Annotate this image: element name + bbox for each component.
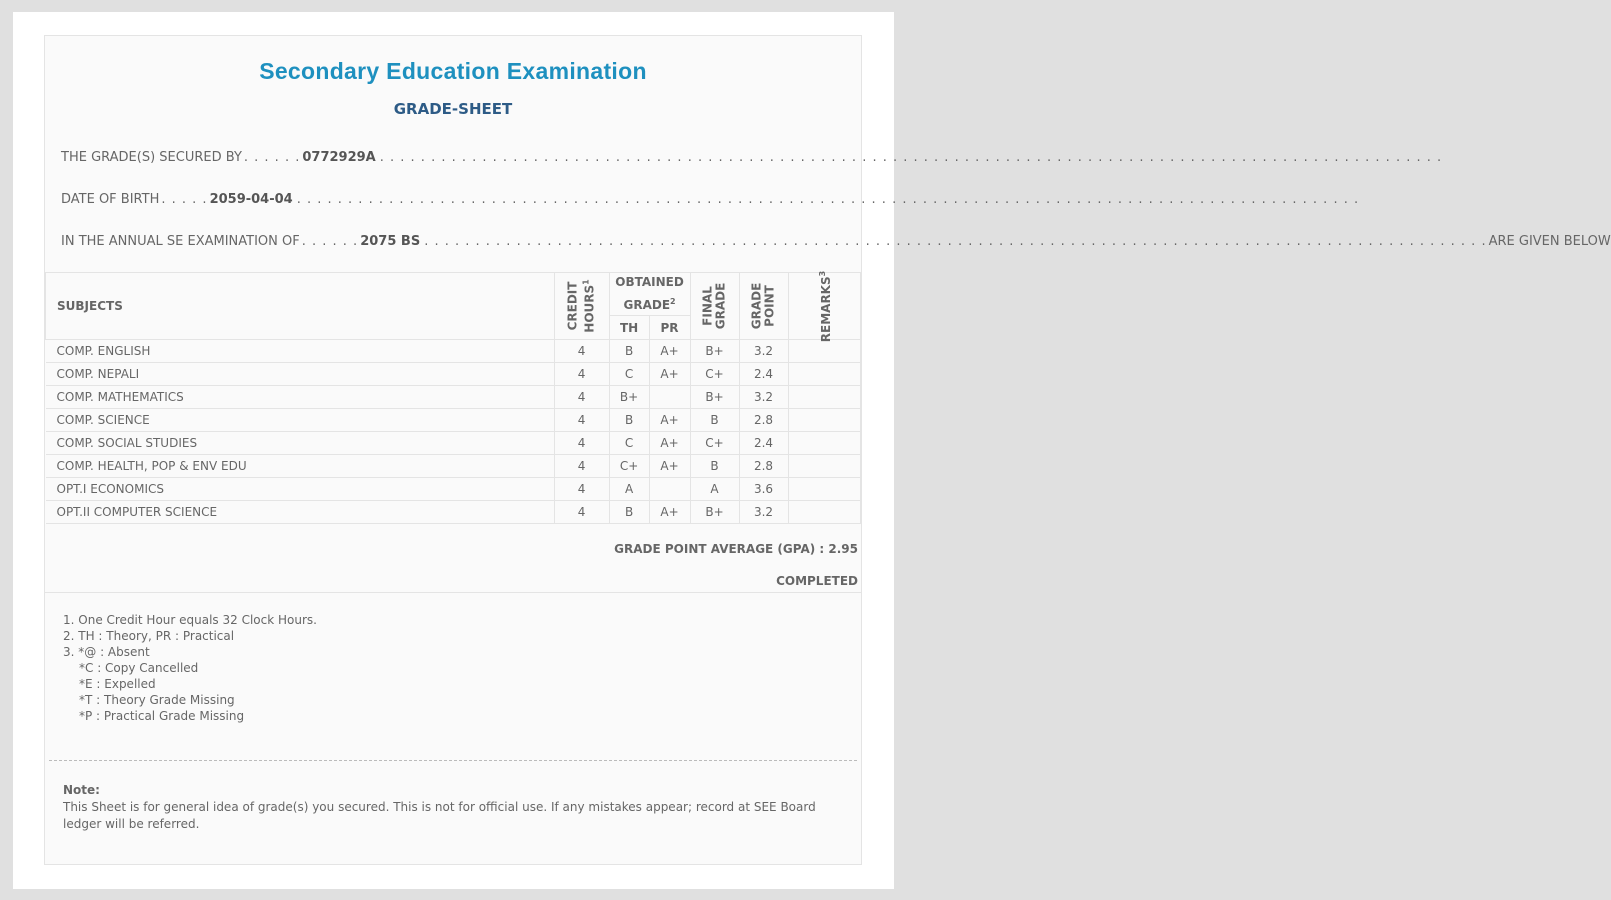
table-row bbox=[46, 478, 861, 501]
credit-hours-header-line2: HOURS bbox=[582, 284, 597, 333]
table-row bbox=[46, 409, 861, 432]
subject-cell: COMP. ENGLISH bbox=[46, 340, 555, 363]
remarks-cell bbox=[788, 478, 861, 501]
grade-point-cell: 3.2 bbox=[739, 340, 788, 363]
table-row bbox=[46, 432, 861, 455]
info-exam bbox=[61, 234, 1611, 254]
footnote-item: 3. *@ : Absent bbox=[63, 645, 150, 659]
credit-cell: 4 bbox=[554, 432, 609, 455]
remarks-sup: 3 bbox=[817, 270, 827, 276]
table-row bbox=[46, 386, 861, 409]
grade-sheet bbox=[44, 35, 1611, 865]
subject-cell: COMP. HEALTH, POP & ENV EDU bbox=[46, 455, 555, 478]
dots: . . . . . . bbox=[301, 234, 359, 249]
remarks-cell bbox=[788, 340, 861, 363]
subject-cell: OPT.II COMPUTER SCIENCE bbox=[46, 501, 555, 524]
credit-cell: 4 bbox=[554, 363, 609, 386]
footnote-item: *E : Expelled bbox=[79, 677, 156, 691]
remarks-cell bbox=[788, 409, 861, 432]
info-dob bbox=[61, 192, 1360, 212]
final-grade-header bbox=[690, 273, 739, 340]
th-cell: B bbox=[609, 501, 649, 524]
dashed-divider bbox=[49, 760, 857, 761]
grade-point-cell: 3.2 bbox=[739, 501, 788, 524]
final-grade-cell: C+ bbox=[690, 432, 739, 455]
final-grade-cell: C+ bbox=[690, 363, 739, 386]
th-cell: C bbox=[609, 432, 649, 455]
pr-cell: A+ bbox=[649, 340, 690, 363]
remarks-header-label: REMARKS bbox=[818, 275, 833, 342]
credit-hours-header-line1: CREDIT bbox=[565, 281, 580, 331]
final-grade-cell: B+ bbox=[690, 386, 739, 409]
exam-year: 2075 BS bbox=[360, 234, 421, 249]
th-cell: B bbox=[609, 409, 649, 432]
subject-cell: OPT.I ECONOMICS bbox=[46, 478, 555, 501]
credit-cell: 4 bbox=[554, 386, 609, 409]
subjects-header: SUBJECTS bbox=[46, 273, 555, 340]
th-cell: B+ bbox=[609, 386, 649, 409]
credit-cell: 4 bbox=[554, 501, 609, 524]
footnote-item: 2. TH : Theory, PR : Practical bbox=[63, 629, 235, 643]
grade-point-header bbox=[739, 273, 788, 340]
footnote-item: *C : Copy Cancelled bbox=[79, 661, 199, 675]
credit-hours-sup: 1 bbox=[581, 279, 591, 285]
divider bbox=[45, 592, 861, 593]
final-grade-cell: A bbox=[690, 478, 739, 501]
grade-point-cell: 3.6 bbox=[739, 478, 788, 501]
grade-point-header-line1: GRADE bbox=[749, 282, 764, 330]
exam-tail: ARE GIVEN BELOW bbox=[1488, 234, 1611, 249]
page-frame bbox=[13, 12, 1611, 889]
final-grade-cell: B bbox=[690, 455, 739, 478]
credit-cell: 4 bbox=[554, 409, 609, 432]
grade-point-cell: 2.4 bbox=[739, 363, 788, 386]
result-status: COMPLETED bbox=[776, 574, 858, 588]
grade-point-header-line2: POINT bbox=[762, 285, 777, 327]
dots: . . . . . . . . . . . . . . . . . . . . . . . . . . . . . . . . . . . . . . . . . . . . . . . . . . . . . . . . . . . . . . . . . . . . . . . . . . . . . . . . . . . . . . . . . . . . . . . . . . . . . . . . bbox=[424, 234, 1487, 249]
final-grade-header-line1: FINAL bbox=[700, 286, 715, 326]
pr-cell: A+ bbox=[649, 432, 690, 455]
dots: . . . . . . bbox=[243, 150, 301, 165]
footnote-item: *T : Theory Grade Missing bbox=[79, 693, 235, 707]
obtained-grade-sup: 2 bbox=[670, 297, 676, 306]
subject-cell: COMP. MATHEMATICS bbox=[46, 386, 555, 409]
final-grade-cell: B bbox=[690, 409, 739, 432]
footnote-item: *P : Practical Grade Missing bbox=[79, 709, 245, 723]
th-cell: C bbox=[609, 363, 649, 386]
pr-header: PR bbox=[649, 316, 690, 340]
credit-cell: 4 bbox=[554, 478, 609, 501]
final-grade-cell: B+ bbox=[690, 501, 739, 524]
exam-label: IN THE ANNUAL SE EXAMINATION OF bbox=[61, 234, 300, 249]
subject-cell: COMP. SOCIAL STUDIES bbox=[46, 432, 555, 455]
info-secured-by bbox=[61, 150, 1443, 170]
grade-point-cell: 3.2 bbox=[739, 386, 788, 409]
pr-cell: A+ bbox=[649, 501, 690, 524]
remarks-cell bbox=[788, 386, 861, 409]
credit-cell: 4 bbox=[554, 455, 609, 478]
table-row bbox=[46, 455, 861, 478]
grade-point-cell: 2.8 bbox=[739, 455, 788, 478]
pr-cell bbox=[649, 386, 690, 409]
obtained-grade-header bbox=[609, 273, 690, 316]
th-cell: B bbox=[609, 340, 649, 363]
secured-by-label: THE GRADE(S) SECURED BY bbox=[61, 150, 242, 165]
pr-cell: A+ bbox=[649, 363, 690, 386]
dots: . . . . . . . . . . . . . . . . . . . . . . . . . . . . . . . . . . . . . . . . . . . . . . . . . . . . . . . . . . . . . . . . . . . . . . . . . . . . . . . . . . . . . . . . . . . . . . . . . . . . . . . . bbox=[296, 192, 1360, 207]
obtained-grade-header-line2: GRADE bbox=[623, 298, 671, 312]
note-text: This Sheet is for general idea of grade(s) you secured. This is not for official use. If any mistakes appear; record at SEE Board ledger will be referred. bbox=[63, 800, 816, 831]
dots: . . . . . bbox=[161, 192, 208, 207]
remarks-cell bbox=[788, 363, 861, 386]
footnote-item: 1. One Credit Hour equals 32 Clock Hours. bbox=[63, 613, 317, 627]
th-cell: C+ bbox=[609, 455, 649, 478]
note-title: Note: bbox=[63, 783, 100, 797]
subject-cell: COMP. SCIENCE bbox=[46, 409, 555, 432]
subject-cell: COMP. NEPALI bbox=[46, 363, 555, 386]
pr-cell: A+ bbox=[649, 409, 690, 432]
table-row bbox=[46, 501, 861, 524]
th-cell: A bbox=[609, 478, 649, 501]
remarks-cell bbox=[788, 501, 861, 524]
gpa-summary: GRADE POINT AVERAGE (GPA) : 2.95 bbox=[614, 542, 858, 556]
pr-cell bbox=[649, 478, 690, 501]
dots: . . . . . . . . . . . . . . . . . . . . . . . . . . . . . . . . . . . . . . . . . . . . . . . . . . . . . . . . . . . . . . . . . . . . . . . . . . . . . . . . . . . . . . . . . . . . . . . . . . . . . . . . bbox=[379, 150, 1443, 165]
symbol-number: 0772929A bbox=[302, 150, 376, 165]
grades-table bbox=[45, 272, 861, 524]
remarks-cell bbox=[788, 432, 861, 455]
credit-hours-header bbox=[554, 273, 609, 340]
grade-point-cell: 2.8 bbox=[739, 409, 788, 432]
page-subtitle: GRADE-SHEET bbox=[393, 100, 513, 118]
credit-cell: 4 bbox=[554, 340, 609, 363]
page-title: Secondary Education Examination bbox=[259, 58, 647, 84]
remarks-cell bbox=[788, 455, 861, 478]
th-header: TH bbox=[609, 316, 649, 340]
final-grade-header-line2: GRADE bbox=[713, 282, 728, 330]
grade-point-cell: 2.4 bbox=[739, 432, 788, 455]
dob-value: 2059-04-04 bbox=[209, 192, 293, 207]
remarks-header bbox=[788, 270, 861, 342]
table-row bbox=[46, 363, 861, 386]
dob-label: DATE OF BIRTH bbox=[61, 192, 160, 207]
final-grade-cell: B+ bbox=[690, 340, 739, 363]
obtained-grade-header-line1: OBTAINED bbox=[615, 275, 684, 289]
pr-cell: A+ bbox=[649, 455, 690, 478]
table-row bbox=[46, 340, 861, 363]
footnotes bbox=[63, 612, 317, 724]
